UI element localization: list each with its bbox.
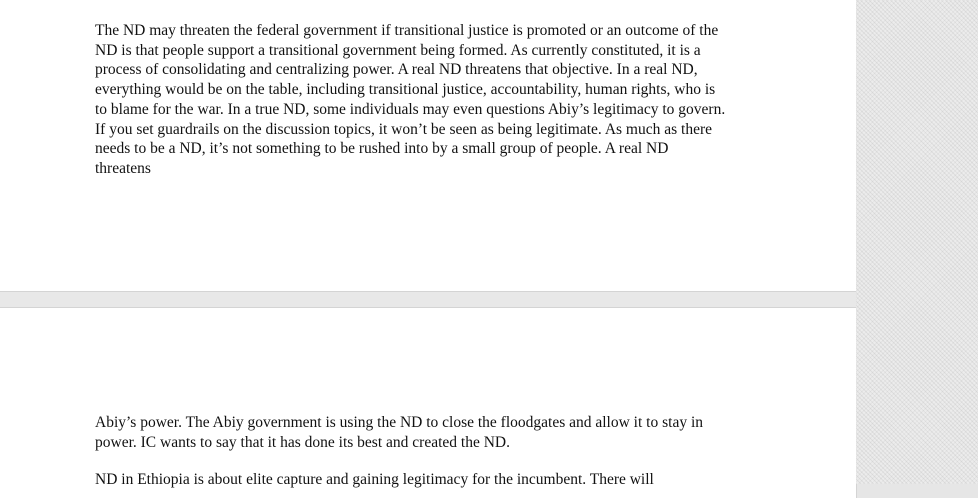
- page-2-paragraph-1[interactable]: Abiy’s power. The Abiy government is using the ND to close the floodgates and allow it to stay in power. IC wants to say that it has done its best and created the ND.: [95, 414, 704, 451]
- page-1-paragraph[interactable]: The ND may threaten the federal government if transitional justice is promoted or an outcome of the ND is that people support a transitional government being formed. As currently constituted, it is a process of consolidating and centralizing power. A real ND threatens that objective. In a real ND, everything would be on the table, including transitional justice, accountability, human rights, who is to blame for the war. In a true ND, some individuals may even questions Abiy’s legitimacy to govern. If you set guardrails on the discussion topics, it won’t be seen as being legitimate. As much as there needs to be a ND, it’s not something to be rushed into by a small group of people. A real ND threatens: [95, 22, 726, 177]
- page-2-paragraph-2[interactable]: ND in Ethiopia is about elite capture and gaining legitimacy for the incumbent. There will: [95, 471, 654, 488]
- document-page-2[interactable]: [0, 308, 856, 498]
- scroll-gutter: [856, 0, 978, 484]
